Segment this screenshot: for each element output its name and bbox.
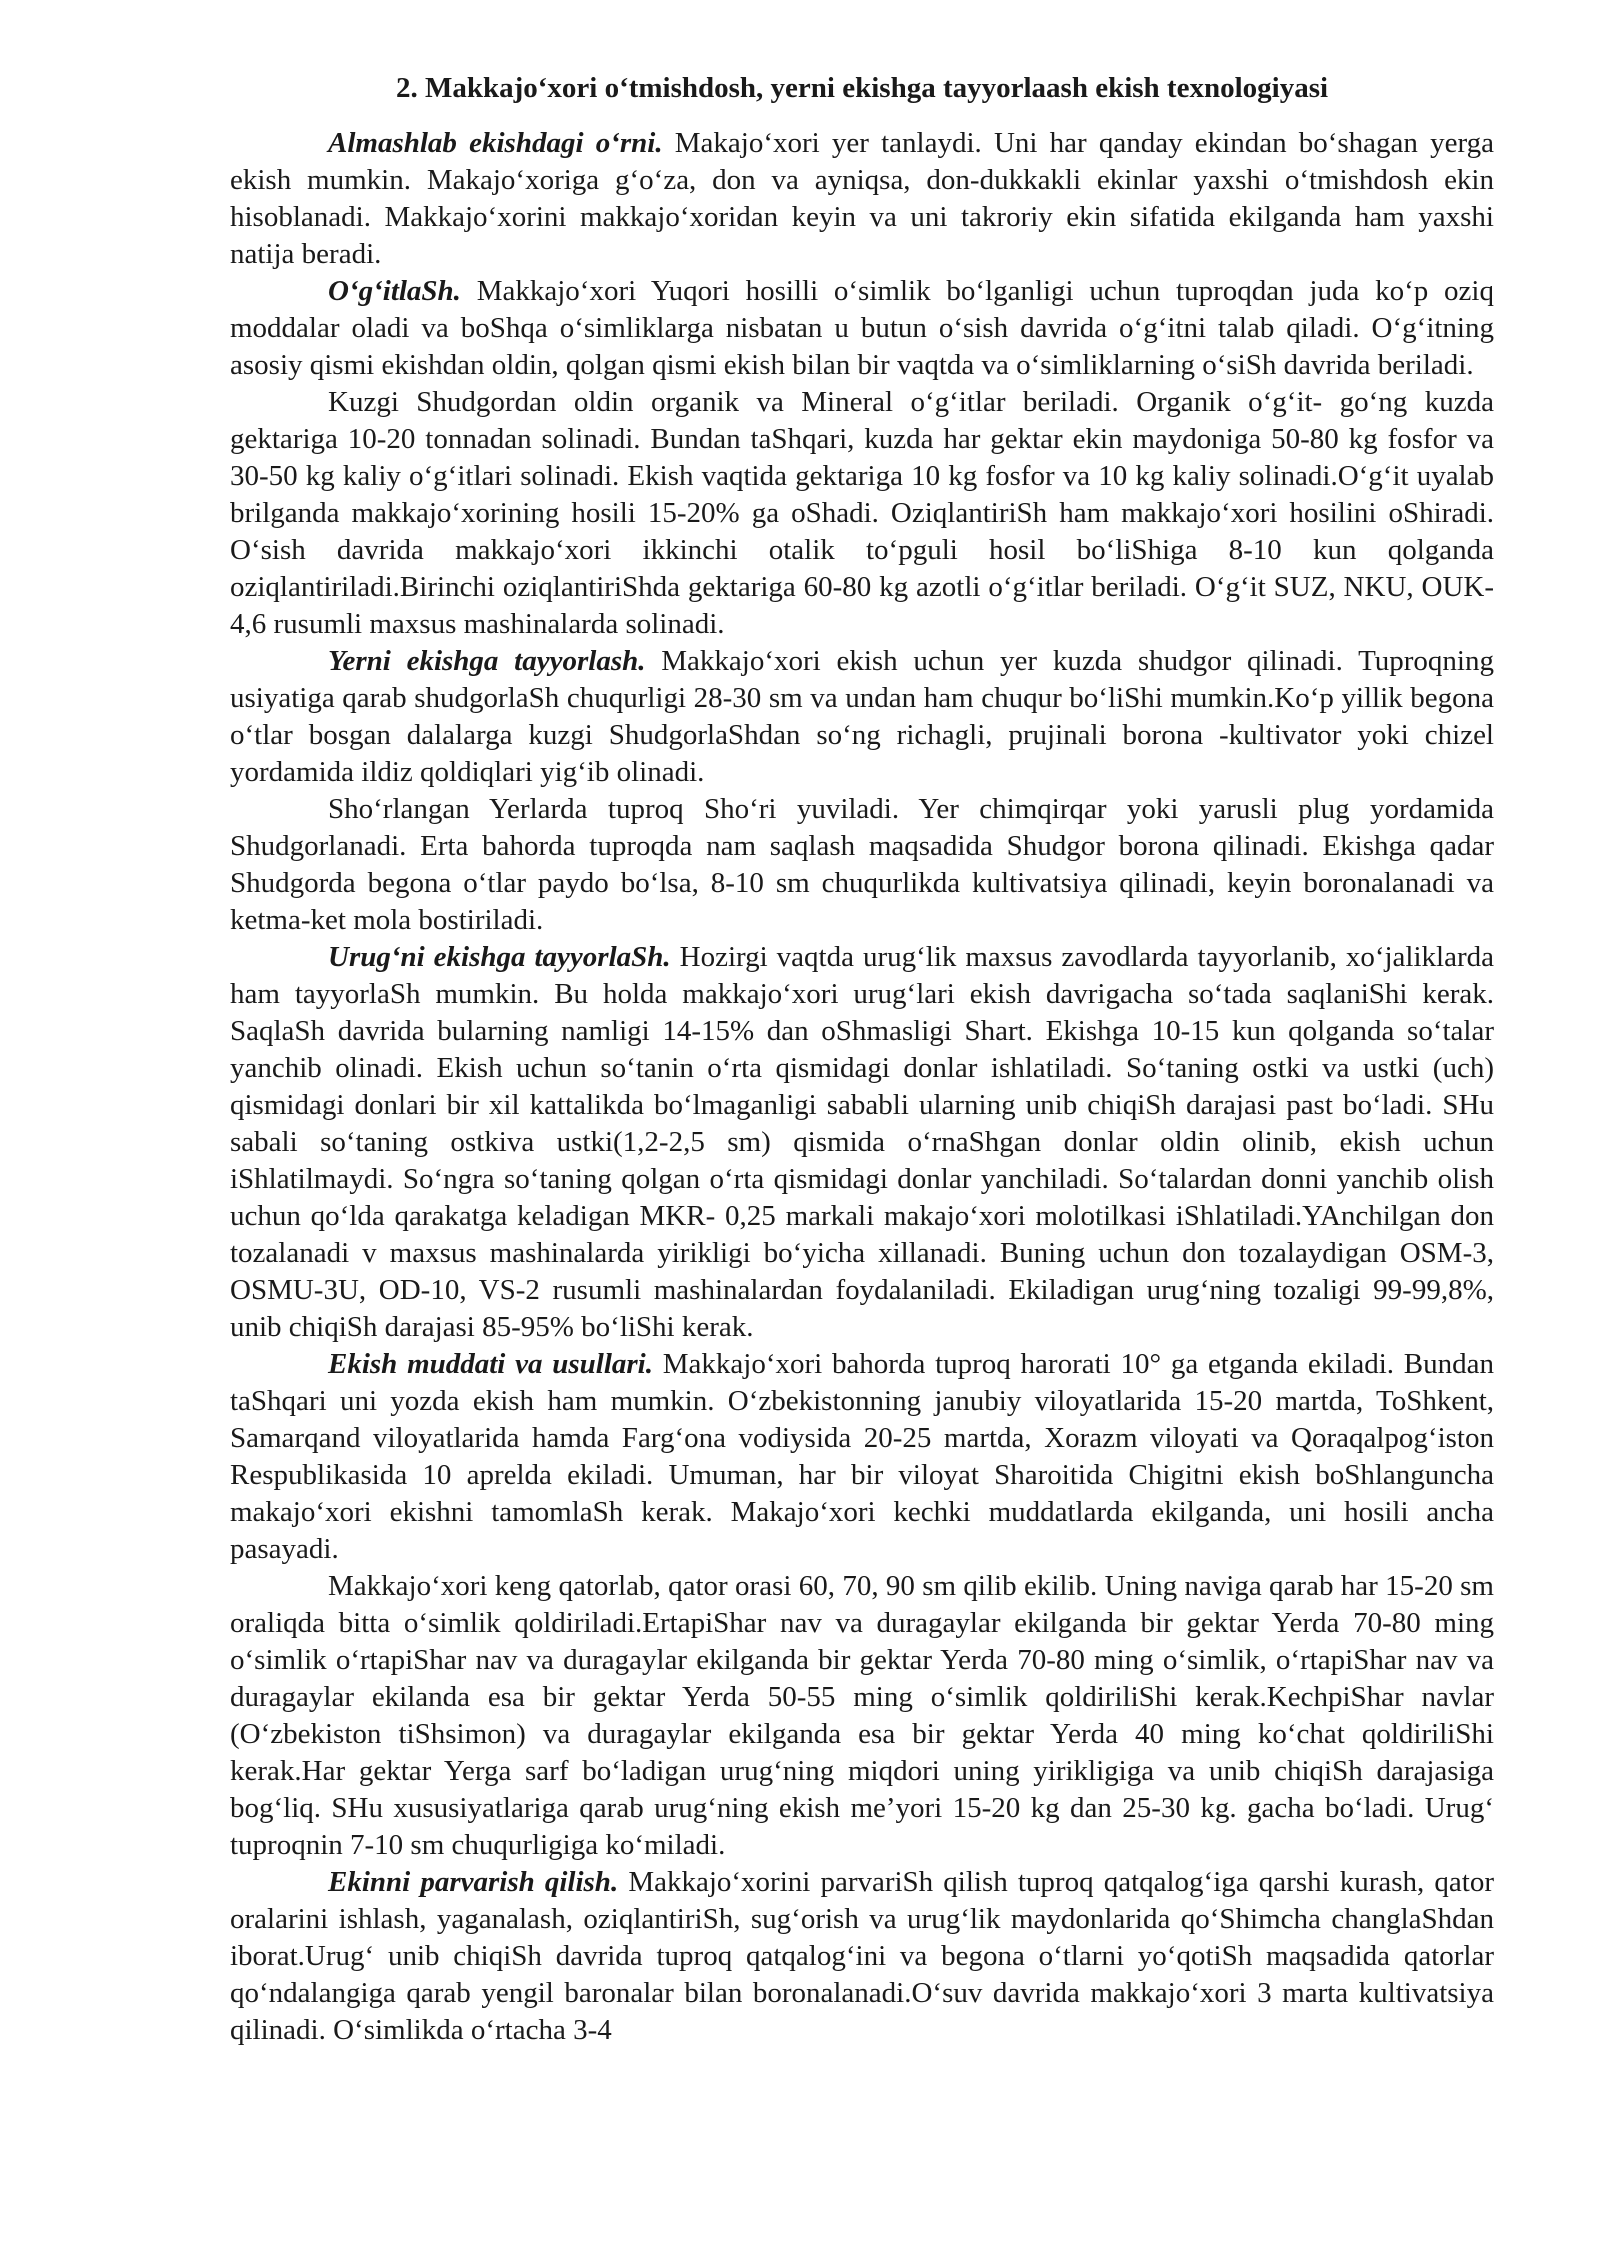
paragraph-text: Sho‘rlangan Yerlarda tuproq Sho‘ri yuviladi. Yer chimqirqar yoki yarusli plug yordamida Shudgorlanadi. Erta bahorda tuproqda nam saqlash maqsadida Shudgor borona qilinadi. Ekishga qadar Shudgorda begona o‘tlar paydo bo‘lsa, 8-10 sm chuqurlikda kultivatsiya qilinadi, keyin boronalanadi va ketma-ket mola bostiriladi. bbox=[230, 793, 1494, 936]
paragraph-row-spacing bbox=[230, 1568, 1494, 1864]
paragraph-seed-preparation bbox=[230, 939, 1494, 1346]
paragraph-text: Makajo‘xori yer tanlaydi. Uni har qanday ekindan bo‘shagan yerga ekish mumkin. Makajo‘xoriga g‘o‘za, don va ayniqsa, don-dukkakli ekinlar yaxshi o‘tmishdosh ekin hisoblanadi. Makkajo‘xorini makkajo‘xoridan keyin va uni takroriy ekin sifatida ekilganda ham yaxshi natija beradi. bbox=[230, 127, 1494, 270]
paragraph-fertilizing bbox=[230, 273, 1494, 384]
paragraph-text: Makkajo‘xori ekish uchun yer kuzda shudgor qilinadi. Tuproqning usiyatiga qarab shudgorlaSh chuqurligi 28-30 sm va undan ham chuqur bo‘liShi mumkin.Ko‘p yillik begona o‘tlar bosgan dalalarga kuzgi ShudgorlaShdan so‘ng richagli, prujinali borona -kultivator yoki chizel yordamida ildiz qoldiqlari yig‘ib olinadi. bbox=[230, 645, 1494, 788]
paragraph-text: Kuzgi Shudgordan oldin organik va Mineral o‘g‘itlar beriladi. Organik o‘g‘it- go‘ng kuzda gektariga 10-20 tonnadan solinadi. Bundan taShqari, kuzda har gektar ekin maydoniga 50-80 kg fosfor va 30-50 kg kaliy o‘g‘itlari solinadi. Ekish vaqtida gektariga 10 kg fosfor va 10 kg kaliy solinadi.O‘g‘it uyalab brilganda makkajo‘xorining hosili 15-20% ga oShadi. OziqlantiriSh ham makkajo‘xori hosilini oShiradi. O‘sish davrida makkajo‘xori ikkinchi otalik to‘pguli hosil bo‘liShiga 8-10 kun qolganda oziqlantiriladi.Birinchi oziqlantiriShda gektariga 60-80 kg azotli o‘g‘itlar beriladi. O‘g‘it SUZ, NKU, OUK-4,6 rusumli maxsus mashinalarda solinadi. bbox=[230, 386, 1494, 640]
paragraph-heading: O‘g‘itlaSh. bbox=[328, 275, 461, 307]
paragraph-text: Makkajo‘xori Yuqori hosilli o‘simlik bo‘lganligi uchun tuproqdan juda ko‘p oziq moddalar oladi va boShqa o‘simliklarga nisbatan u butun o‘sish davrida o‘g‘itni talab qiladi. O‘g‘itning asosiy qismi ekishdan oldin, qolgan qismi ekish bilan bir vaqtda va o‘simliklarning o‘siSh davrida beriladi. bbox=[230, 275, 1494, 381]
paragraph-organic-mineral bbox=[230, 384, 1494, 643]
section-title: 2. Makkajo‘xori o‘tmishdosh, yerni ekishga tayyorlaash ekish texnologiyasi bbox=[395, 72, 1329, 104]
paragraph-heading: Almashlab ekishdagi o‘rni. bbox=[328, 127, 663, 159]
paragraph-text: Makkajo‘xorini parvariSh qilish tuproq qatqalog‘iga qarshi kurash, qator oralarini ishlash, yaganalash, oziqlantiriSh, sug‘orish va urug‘lik maydonlarida qo‘Shimcha changlaShdan iborat.Urug‘ unib chiqiSh davrida tuproq qatqalog‘ini va begona o‘tlarni yo‘qotiSh maqsadida qatorlar qo‘ndalangiga qarab yengil baronalar bilan boronalanadi.O‘suv davrida makkajo‘xori 3 marta kultivatsiya qilinadi. O‘simlikda o‘rtacha 3-4 bbox=[230, 1866, 1494, 2046]
paragraph-heading: Yerni ekishga tayyorlash. bbox=[328, 645, 646, 677]
paragraph-text: Makkajo‘xori bahorda tuproq harorati 10° ga etganda ekiladi. Bundan taShqari uni yozda ekish ham mumkin. O‘zbekistonning janubiy viloyatlarida 15-20 martda, ToShkent, Samarqand viloyatlarida hamda Farg‘ona vodiysida 20-25 martda, Xorazm viloyati va Qoraqalpog‘iston Respublikasida 10 aprelda ekiladi. Umuman, har bir viloyat Sharoitida Chigitni ekish boShlanguncha makajo‘xori ekishni tamomlaSh kerak. Makajo‘xori kechki muddatlarda ekilganda, uni hosili ancha pasayadi. bbox=[230, 1348, 1494, 1565]
paragraph-saline-soil bbox=[230, 791, 1494, 939]
paragraph-sowing-dates bbox=[230, 1346, 1494, 1568]
paragraph-heading: Ekish muddati va usullari. bbox=[328, 1348, 653, 1380]
paragraph-text: Makkajo‘xori keng qatorlab, qator orasi 60, 70, 90 sm qilib ekilib. Uning naviga qarab har 15-20 sm oraliqda bitta o‘simlik qoldiriladi.ErtapiShar nav va duragaylar ekilganda bir gektar Yerda 70-80 ming o‘simlik o‘rtapiShar nav va duragaylar ekilganda bir gektar Yerda 70-80 ming o‘simlik, o‘rtapiShar nav va duragaylar ekilanda esa bir gektar Yerda 50-55 ming o‘simlik qoldiriliShi kerak.KechpiShar navlar (O‘zbekiston tiShsimon) va duragaylar ekilganda esa bir gektar Yerda 40 ming ko‘chat qoldiriliShi kerak.Har gektar Yerga sarf bo‘ladigan urug‘ning miqdori uning yirikligiga va unib chiqiSh darajasiga bog‘liq. SHu xususiyatlariga qarab urug‘ning ekish me’yori 15-20 kg dan 25-30 kg. gacha bo‘ladi. Urug‘ tuproqnin 7-10 sm chuqurligiga ko‘miladi. bbox=[230, 1570, 1494, 1861]
paragraph-crop-care bbox=[230, 1864, 1494, 2049]
paragraph-heading: Urug‘ni ekishga tayyorlaSh. bbox=[328, 941, 671, 973]
document-page bbox=[230, 70, 1494, 2049]
paragraph-soil-preparation bbox=[230, 643, 1494, 791]
paragraph-text: Hozirgi vaqtda urug‘lik maxsus zavodlarda tayyorlanib, xo‘jaliklarda ham tayyorlaSh mumkin. Bu holda makkajo‘xori urug‘lari ekish davrigacha so‘tada saqlaniShi kerak. SaqlaSh davrida bularning namligi 14-15% dan oShmasligi Shart. Ekishga 10-15 kun qolganda so‘talar yanchib olinadi. Ekish uchun so‘tanin o‘rta qismidagi donlar ishlatiladi. So‘taning ostki va ustki (uch) qismidagi donlari bir xil kattalikda bo‘lmaganligi sababli ularning unib chiqiSh darajasi past bo‘ladi. SHu sabali so‘taning ostkiva ustki(1,2-2,5 sm) qismida o‘rnaShgan donlar oldin olinib, ekish uchun iShlatilmaydi. So‘ngra so‘taning qolgan o‘rta qismidagi donlar yanchiladi. So‘talardan donni yanchib olish uchun qo‘lda qarakatga keladigan MKR- 0,25 markali makajo‘xori molotilkasi iShlatiladi.YAnchilgan don tozalanadi v maxsus mashinalarda yirikligi bo‘yicha xillanadi. Buning uchun don tozalaydigan OSM-3, OSMU-3U, OD-10, VS-2 rusumli mashinalardan foydalaniladi. Ekiladigan urug‘ning tozaligi 99-99,8%, unib chiqiSh darajasi 85-95% bo‘liShi kerak. bbox=[230, 941, 1494, 1343]
paragraph-heading: Ekinni parvarish qilish. bbox=[328, 1866, 619, 1898]
paragraph-crop-rotation bbox=[230, 125, 1494, 273]
